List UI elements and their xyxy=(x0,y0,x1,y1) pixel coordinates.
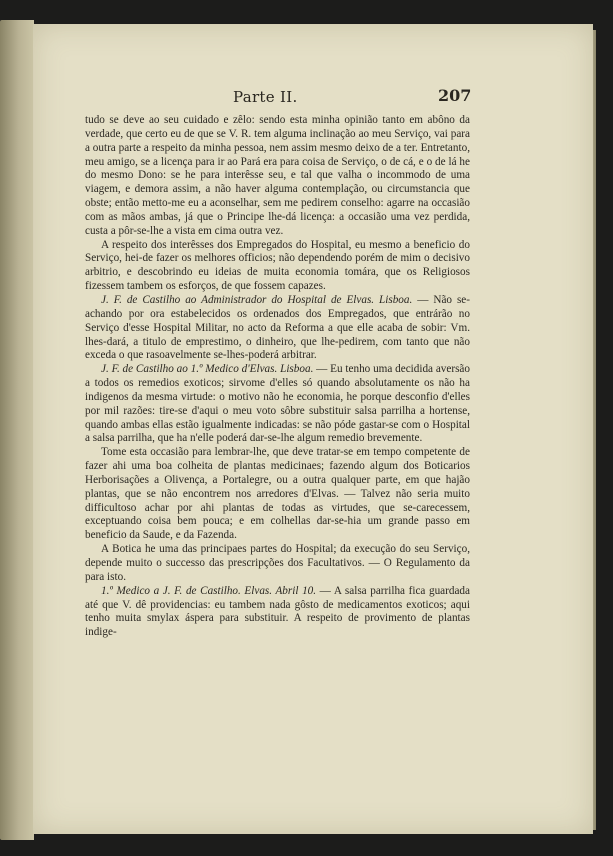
paragraph-text: A Botica he uma das principaes partes do Hospital; da execução do seu Serviço, depende muito o successo das prescripções dos Facultativos. — O Regulamento da para isto. xyxy=(85,543,470,583)
page-number: 207 xyxy=(438,86,472,105)
letter-heading: J. F. de Castilho ao 1.º Medico d'Elvas. Lisboa. xyxy=(101,363,314,376)
paragraph xyxy=(85,543,470,585)
book-page xyxy=(33,24,593,834)
paragraph xyxy=(85,239,470,294)
paragraph-text: tudo se deve ao seu cuidado e zêlo: sendo esta minha opinião tanto em abôno da verdade, que certo eu de que se V. R. tem alguma inclinação ao meu Serviço, vai para a outra parte a respeito da minha pessoa, nem assim mesmo deixo de a ter. Entretanto, meu amigo, se a licença para ir ao Pará era para coisa de Serviço, o de cá, e o de lá he do mesmo Dono: se he para interêsse seu, e tal que valha o incommodo de uma viagem, e demora assim, a não haver alguma contemplação, ou circumstancia que obste; então metto-me eu a aconselhar, sem me pedirem conselho: agarre na occasião com as mãos ambas, já que o Principe lhe-dá licença: a occasião uma vez perdida, custa a pôr-se-lhe a vista em cima outra vez. xyxy=(85,114,470,237)
paragraph xyxy=(85,446,470,543)
running-head: Parte II. xyxy=(233,88,298,106)
letter-heading: J. F. de Castilho ao Administrador do Hospital de Elvas. Lisboa. xyxy=(101,293,413,306)
paragraph xyxy=(85,363,470,446)
letter-heading: 1.º Medico a J. F. de Castilho. Elvas. Abril 10. xyxy=(101,584,317,597)
paragraph xyxy=(85,585,470,640)
paragraph-text: — A salsa parrilha fica guardada até que V. dê providencias: eu tambem nada gôsto de medicamentos exoticos; aqui tenho muita smylax áspera para substituir. A respeito de provimento de plantas indige- xyxy=(85,584,470,639)
page-header xyxy=(33,88,593,116)
paragraph-text: Tome esta occasião para lembrar-lhe, que deve tratar-se em tempo competente de fazer ahi uma boa colheita de plantas medicinaes; fazendo algum dos Boticarios Herborisações a Olivença, a Portalegre, ou a outra qualquer parte, em que hajão plantas, que se não encontrem nos arredores d'Elvas. — Talvez não seria muito difficultoso achar por ahi plantas de todas as virtudes, que se-carecessem, exceptuando coisa bem pouca; e em colhellas dar-se-hia um grande passo em beneficio da Saude, e da Fazenda. xyxy=(85,446,470,542)
paragraph-text: A respeito dos interêsses dos Empregados do Hospital, eu mesmo a beneficio do Serviço, hei-de fazer os melhores officios; não dependendo porém de mim o decisivo arbitrio, e descobrindo eu ideias de muita economia tomára, que os Religiosos fizessem tambem os esforços, de que fossem capazes. xyxy=(85,238,470,293)
book-spine xyxy=(0,20,34,840)
paragraph-text: — Não se-achando por ora estabelecidos os ordenados dos Empregados, que entrárão no Serviço d'esse Hospital Militar, no acto da Reforma a que elle acaba de sobir: Vm. lhes-dará, a titulo de emprestimo, o dinheiro, que lhe-pedirem, com tanto que não exceda o que rasoavelmente se-lhes-poderá arbitrar. xyxy=(85,293,470,362)
paragraph-text: — Eu tenho uma decidida aversão a todos os remedios exoticos; sirvome d'elles só quando absolutamente os não ha indigenos da mesma virtude: o motivo não he economia, he porque desconfio d'elles por mil razões: tire-se d'aqui o meu voto sôbre substituir salsa parrilha a hortense, quando ambas ellas estão igualmente indicadas: se não póde gastar-se com o Hospital a salsa parrilha, que ha n'elle poderá dar-se-lhe algum remedio brevemente. xyxy=(85,363,470,445)
body-text xyxy=(85,114,470,640)
paragraph xyxy=(85,294,470,363)
paragraph xyxy=(85,114,470,239)
